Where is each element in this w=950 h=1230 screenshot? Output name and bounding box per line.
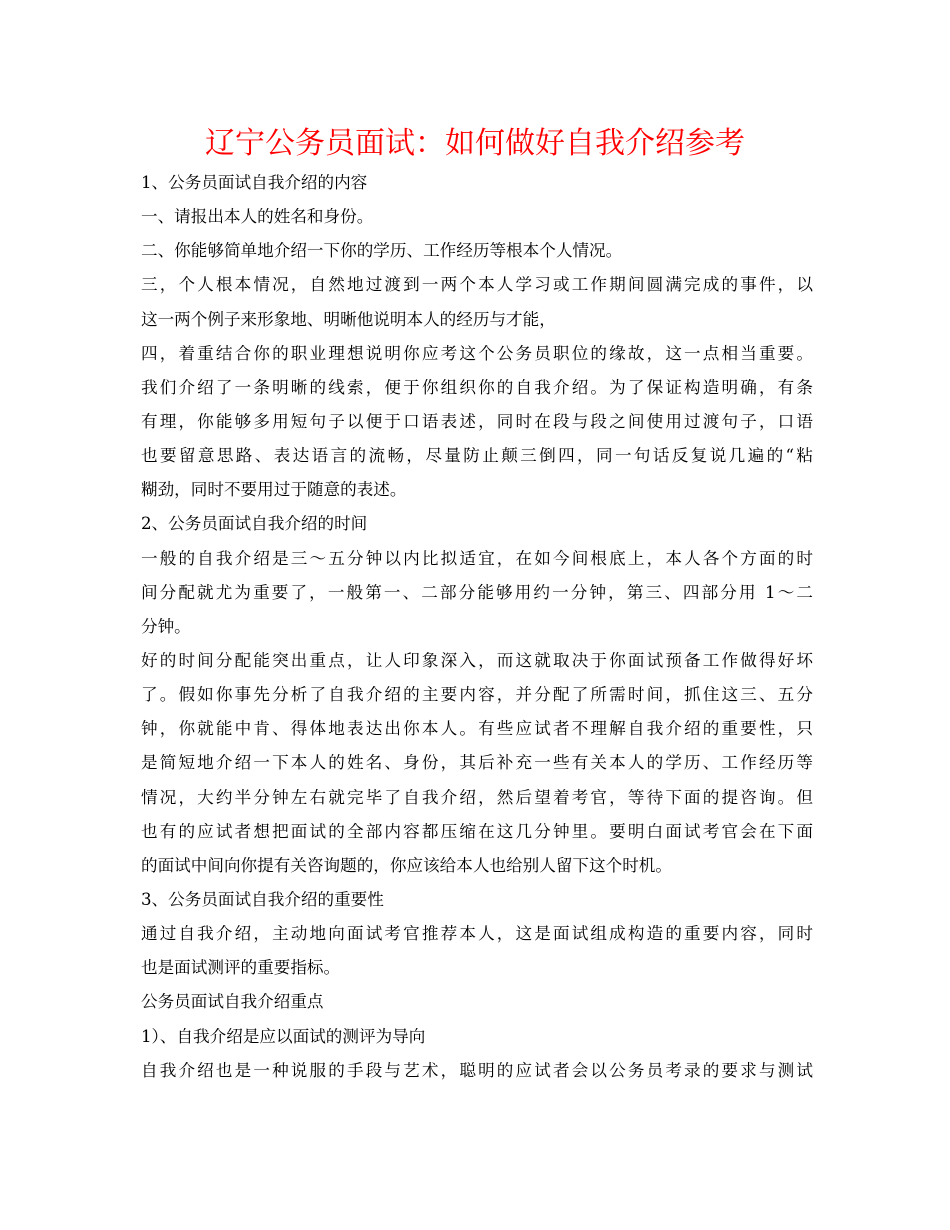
text-line: 间分配就尤为重要了，一般第一、二部分能够用约一分钟，第三、四部分用 1～二 [141, 582, 813, 602]
text-line: 好的时间分配能突出重点，让人印象深入，而这就取决于你面试预备工作做得好坏 [141, 650, 813, 670]
document-body [141, 166, 813, 1088]
text-line: 这一两个例子来形象地、明晰他说明本人的经历与才能， [141, 309, 556, 329]
text-line: 2、公务员面试自我介绍的时间 [141, 514, 368, 534]
text-line: 通过自我介绍，主动地向面试考官推荐本人，这是面试组成构造的重要内容，同时 [141, 924, 813, 944]
text-line: 一般的自我介绍是三～五分钟以内比拟适宜，在如今间根底上，本人各个方面的时 [141, 548, 813, 568]
text-line: 四，着重结合你的职业理想说明你应考这个公务员职位的缘故，这一点相当重要。 [141, 343, 813, 363]
text-line: 1、公务员面试自我介绍的内容 [141, 173, 368, 192]
text-line: 有理，你能够多用短句子以便于口语表述，同时在段与段之间使用过渡句子，口语 [141, 411, 813, 431]
text-line: 了。假如你事先分析了自我介绍的主要内容，并分配了所需时间，抓住这三、五分 [141, 685, 813, 705]
text-line: 3、公务员面试自我介绍的重要性 [141, 889, 384, 909]
text-line: 1）、自我介绍是应以面试的测评为导向 [141, 1026, 426, 1046]
text-line: 自我介绍也是一种说服的手段与艺术，聪明的应试者会以公务员考录的要求与测试 [141, 1060, 813, 1080]
text-line: 我们介绍了一条明晰的线索，便于你组织你的自我介绍。为了保证构造明确，有条 [141, 377, 813, 397]
text-line: 也是面试测评的重要指标。 [141, 958, 341, 978]
text-line: 钟，你就能中肯、得体地表达出你本人。有些应试者不理解自我介绍的重要性，只 [141, 719, 813, 739]
text-line: 分钟。 [141, 616, 191, 636]
text-line: 公务员面试自我介绍重点 [141, 992, 324, 1012]
text-line: 也有的应试者想把面试的全部内容都压缩在这几分钟里。要明白面试考官会在下面 [141, 821, 813, 841]
text-line: 的面试中间向你提有关咨询题的，你应该给本人也给别人留下这个时机。 [141, 855, 672, 875]
text-line: 三，个人根本情况，自然地过渡到一两个本人学习或工作期间圆满完成的事件，以 [141, 275, 813, 295]
text-line: 情况，大约半分钟左右就完毕了自我介绍，然后望着考官，等待下面的提咨询。但 [141, 787, 813, 807]
text-line: 一、请报出本人的姓名和身份。 [141, 207, 374, 227]
text-line: 是简短地介绍一下本人的姓名、身份，其后补充一些有关本人的学历、工作经历等 [141, 753, 813, 773]
text-line: 糊劲，同时不要用过于随意的表述。 [141, 480, 407, 500]
document-title: 辽宁公务员面试：如何做好自我介绍参考 [205, 126, 745, 161]
text-line: 二、你能够简单地介绍一下你的学历、工作经历等根本个人情况。 [141, 241, 623, 261]
text-line: 也要留意思路、表达语言的流畅，尽量防止颠三倒四，同一句话反复说几遍的“粘 [141, 446, 813, 466]
